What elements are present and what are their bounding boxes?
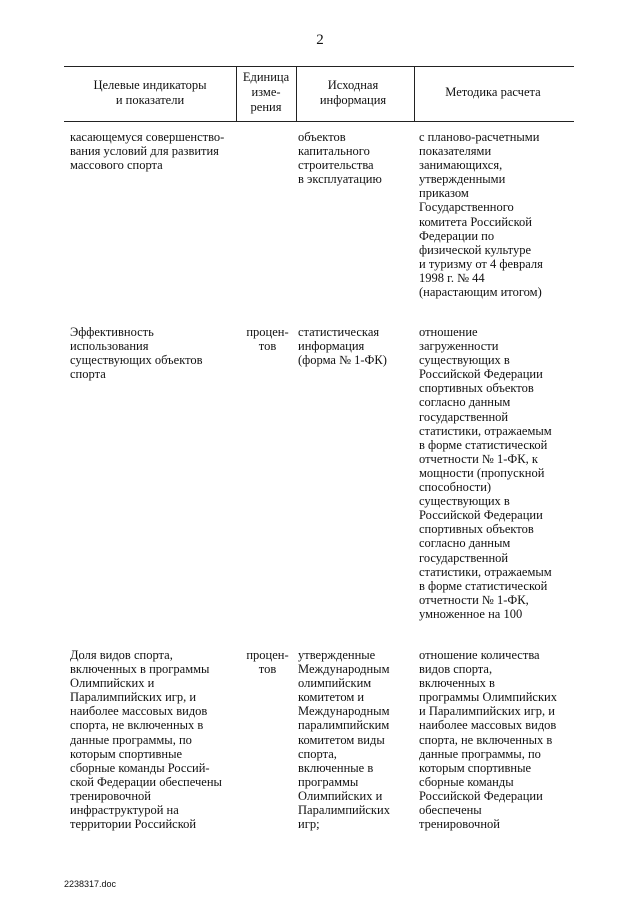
header-unit: Единица изме- рения bbox=[242, 70, 290, 114]
header-source: Исходная информация bbox=[319, 78, 387, 107]
row2-method: отношение загруженности существующих в Российской Федерации спортивных объектов согласно данным государственной статистики, отражаемым в форме статистической отчетности № 1-ФК, к мощности (пропускной способности) существующих в Российской Федерации спортивных объектов согласно данным государственной статистики, отражаемым в форме статистической отчетности № 1-ФК, умноженное на 100 bbox=[419, 325, 552, 621]
page-number: 2 bbox=[316, 32, 324, 48]
header-indicators: Целевые индикаторы и показатели bbox=[93, 78, 207, 107]
row3-method: отношение количества видов спорта, включенных в программы Олимпийских и Паралимпийских игр, и наиболее массовых видов спорта, не включенных в данные программы, по которым спортивные сборные команды Российской Федерации обеспечены тренировочной bbox=[419, 648, 557, 832]
row1-method: с планово-расчетными показателями занимающихся, утвержденными приказом Государственного комитета Российской Федерации по физической культуре и туризму от 4 февраля 1998 г. № 44 (нарастающим итогом) bbox=[419, 130, 543, 300]
header-divider-3 bbox=[414, 66, 415, 121]
row3-source: утвержденные Международным олимпийским комитетом и Международным паралимпийским комитетом виды спорта, включенные в программы Олимпийских и Паралимпийских игр; bbox=[298, 648, 390, 832]
row2-source: статистическая информация (форма № 1-ФК) bbox=[298, 325, 387, 368]
header-divider-2 bbox=[296, 66, 297, 121]
row2-unit: процен- тов bbox=[246, 325, 289, 354]
header-method: Методика расчета bbox=[445, 85, 541, 99]
row3-unit: процен- тов bbox=[246, 648, 289, 677]
row3-indicator: Доля видов спорта, включенных в программы Олимпийских и Паралимпийских игр, и наиболее массовых видов спорта, не включенных в данные программы, по которым спортивные сборные команды Россий- ской Федерации обеспечены тренировочной инфраструктурой на территории Российской bbox=[70, 648, 222, 832]
table-header-top-rule bbox=[64, 66, 574, 67]
row1-indicator: касающемуся совершенство- вания условий для развития массового спорта bbox=[70, 130, 225, 173]
row2-indicator: Эффективность использования существующих объектов спорта bbox=[70, 325, 203, 382]
table-header-bottom-rule bbox=[64, 121, 574, 122]
row1-source: объектов капитального строительства в эксплуатацию bbox=[298, 130, 382, 187]
footer-filename: 2238317.doc bbox=[64, 879, 117, 889]
